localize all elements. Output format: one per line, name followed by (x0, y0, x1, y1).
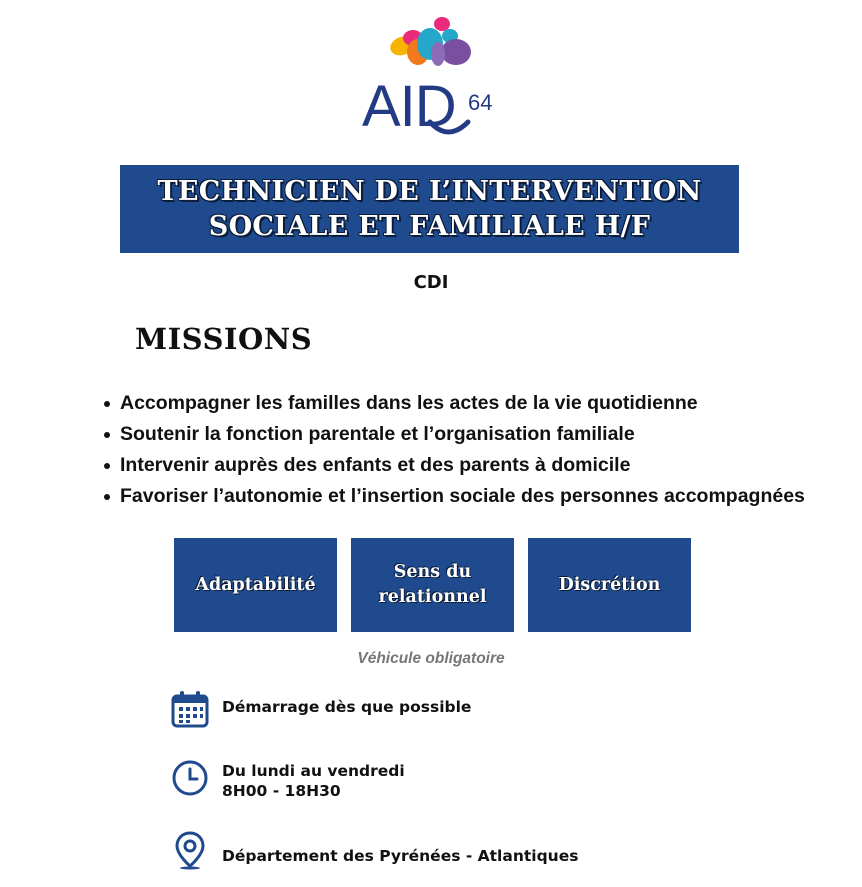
quality-discretion: Discrétion (528, 538, 691, 632)
mission-item: Soutenir la fonction parentale et l’organisation familiale (104, 419, 805, 450)
start-date-row (170, 689, 471, 729)
mission-item: Intervenir auprès des enfants et des parents à domicile (104, 450, 805, 481)
missions-list (104, 388, 805, 512)
missions-title: MISSIONS (135, 322, 313, 356)
schedule-hours: 8H00 - 18H30 (222, 782, 341, 800)
job-title-line-1: TECHNICIEN DE L’INTERVENTION (157, 176, 702, 207)
calendar-icon (170, 689, 210, 729)
qualities-row (174, 538, 691, 632)
quality-adaptability: Adaptabilité (174, 538, 337, 632)
clock-icon (170, 757, 210, 797)
logo-name: AID (362, 74, 456, 139)
location-text: Département des Pyrénées - Atlantiques (222, 847, 579, 865)
mission-item: Favoriser l’autonomie et l’insertion sociale des personnes accompagnées (104, 481, 805, 512)
vehicle-note: Véhicule obligatoire (357, 650, 505, 667)
job-title-banner (120, 165, 739, 253)
start-date-text: Démarrage dès que possible (222, 698, 472, 716)
contract-type: CDI (413, 272, 449, 293)
location-pin-icon (170, 830, 210, 870)
mission-item: Accompagner les familles dans les actes de la vie quotidienne (104, 388, 805, 419)
job-title-line-2: SOCIALE ET FAMILIALE H/F (208, 211, 651, 242)
schedule-days: Du lundi au vendredi (222, 762, 405, 780)
schedule-row (170, 757, 405, 801)
logo-number: 64 (468, 90, 493, 115)
quality-relational: Sens du relationnel (351, 538, 514, 632)
company-logo (358, 14, 508, 142)
location-row (170, 830, 578, 870)
